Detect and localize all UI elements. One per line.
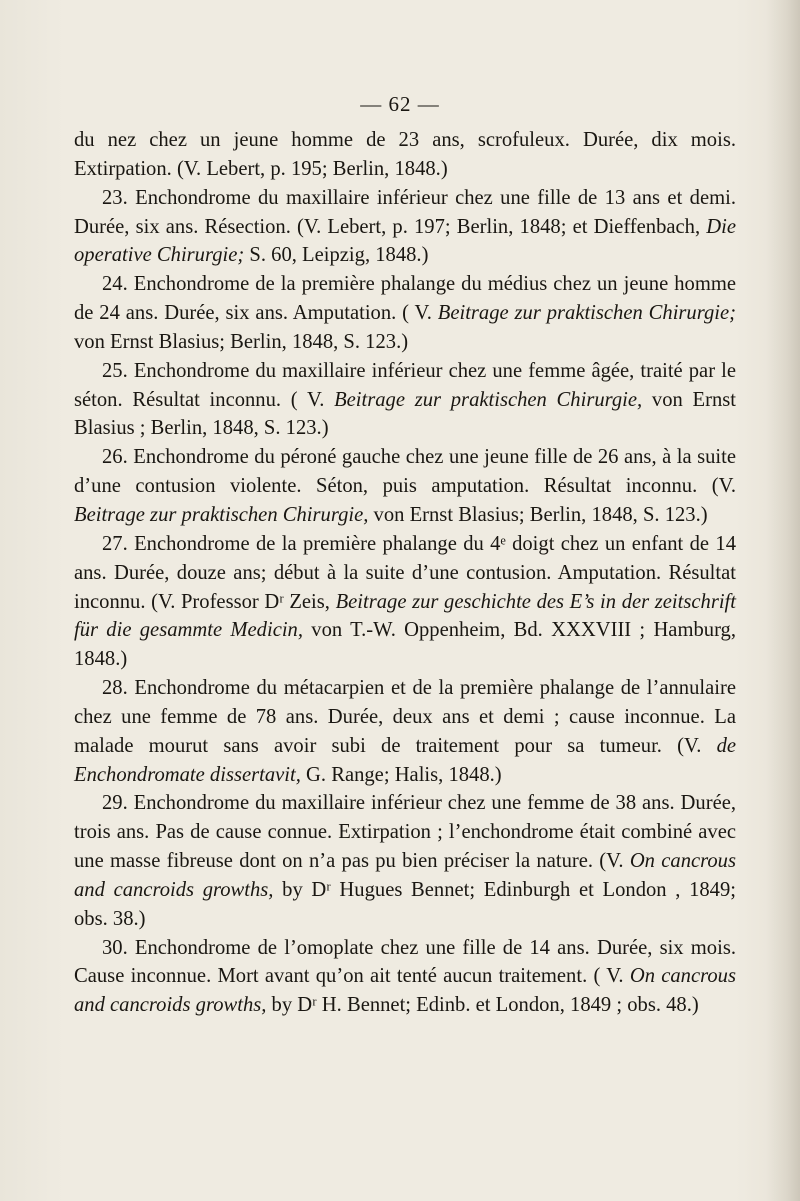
citation-title: de Enchondromate dissertavit, <box>74 734 736 786</box>
entry-text: von Ernst Blasius; Berlin, 1848, S. 123.) <box>74 330 409 353</box>
entry-23 <box>74 184 736 271</box>
citation-title: On cancrous and cancroids growths, <box>74 850 736 901</box>
entry-cont <box>74 126 736 184</box>
citation-title: Beitrage zur geschichte des E’s in der zeitschrift für die gesammte Medicin, <box>74 590 736 642</box>
entry-text: 28. Enchondrome du métacarpien et de la première phalange de l’annulaire chez une femme de 78 ans. Durée, deux ans et demi ; cause inconnue. La malade mourut sans avoir subi de traitement pour sa tumeur. (V. <box>74 677 736 757</box>
citation-title: Beitrage zur praktischen Chirurgie, <box>334 388 643 411</box>
entry-29 <box>74 789 736 933</box>
citation-title: Die operative Chirurgie; <box>74 215 736 267</box>
citation-title: Beitrage zur praktischen Chirurgie, <box>74 503 369 526</box>
page-edge-shadow <box>766 0 800 1201</box>
entry-text: by Dʳ Hugues Bennet; Edinburgh et London , 1849; obs. 38.) <box>74 878 736 930</box>
body-text <box>74 126 736 1020</box>
entry-text: du nez chez un jeune homme de 23 ans, scrofuleux. Durée, dix mois. Extirpation. (V. Lebert, p. 195; Berlin, 1848.) <box>74 129 736 180</box>
entry-25 <box>74 357 736 444</box>
entry-text: 29. Enchondrome du maxillaire inférieur chez une femme de 38 ans. Durée, trois ans. Pas de cause connue. Extirpation ; l’enchondrome était combiné avec une masse fibreuse dont on n’a pas pu bien préciser la nature. (V. <box>74 792 736 873</box>
citation-title: Beitrage zur praktischen Chirurgie; <box>437 302 736 325</box>
entry-text: 23. Enchondrome du maxillaire inférieur chez une fille de 13 ans et demi. Durée, six ans. Résection. (V. Lebert, p. 197; Berlin, 1848; et Dieffenbach, <box>74 186 736 238</box>
citation-title: On cancrous and cancroids growths, <box>74 965 736 1017</box>
entry-26 <box>74 443 736 530</box>
entry-text: 30. Enchondrome de l’omoplate chez une fille de 14 ans. Durée, six mois. Cause inconnue. Mort avant qu’on ait tenté aucun traitement. ( V. <box>74 936 736 988</box>
entry-text: 26. Enchondrome du péroné gauche chez une jeune fille de 26 ans, à la suite d’une contusion violente. Séton, puis amputation. Résultat inconnu. (V. <box>74 446 736 498</box>
entry-27 <box>74 530 736 674</box>
entry-text: 25. Enchondrome du maxillaire inférieur chez une femme âgée, traité par le séton. Résultat inconnu. ( V. <box>74 359 736 411</box>
entry-text: 27. Enchondrome de la première phalange du 4ᵉ doigt chez un enfant de 14 ans. Durée, douze ans; début à la suite d’une contusion. Amputation. Résultat inconnu. (V. Professor Dʳ Zeis, <box>74 532 736 613</box>
entry-30 <box>74 934 736 1021</box>
entry-text: G. Range; Halis, 1848.) <box>300 763 502 786</box>
entry-24 <box>74 270 736 357</box>
entry-text: by Dʳ H. Bennet; Edinb. et London, 1849 ; obs. 48.) <box>266 994 699 1017</box>
entry-text: 24. Enchondrome de la première phalange du médius chez un jeune homme de 24 ans. Durée, six ans. Amputation. ( V. <box>74 273 736 325</box>
entry-text: von Ernst Blasius; Berlin, 1848, S. 123.) <box>368 503 708 526</box>
entry-text: von Ernst Blasius ; Berlin, 1848, S. 123.) <box>74 388 736 440</box>
page-number: — 62 — <box>360 92 440 116</box>
entry-text: S. 60, Leipzig, 1848.) <box>244 244 429 267</box>
entry-28 <box>74 674 736 789</box>
entry-text: von T.-W. Oppenheim, Bd. XXXVIII ; Hamburg, 1848.) <box>74 619 736 671</box>
